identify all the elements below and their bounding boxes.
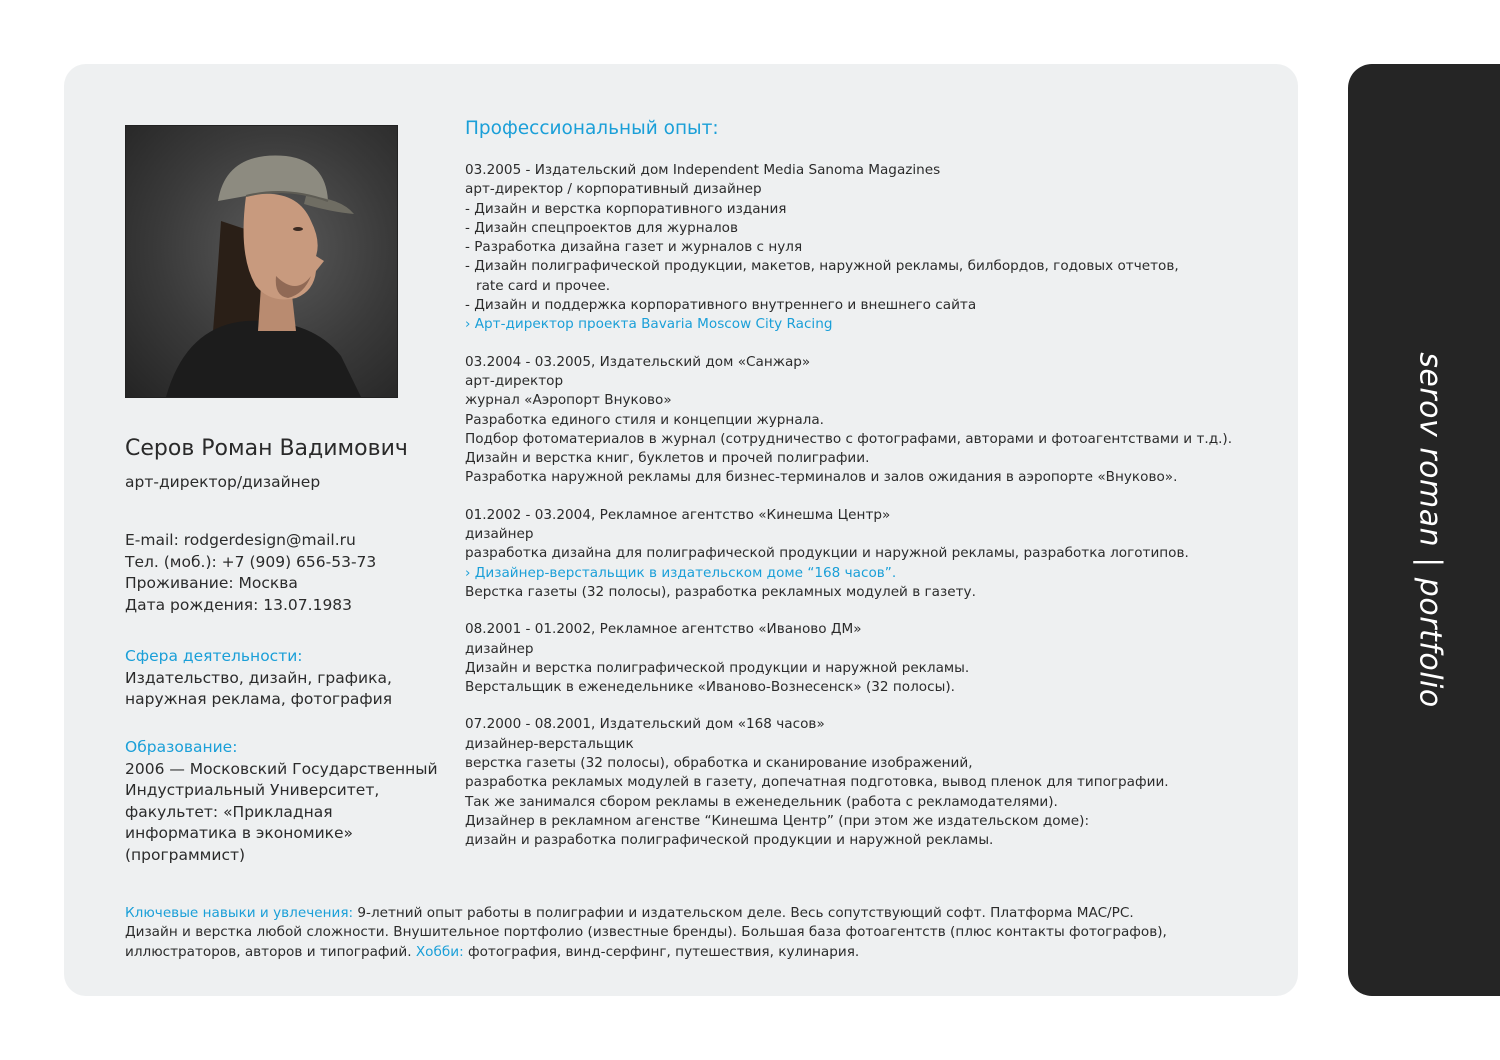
education-line: факультет: «Прикладная — [125, 802, 333, 821]
sidebar-label: serov roman | portfolio — [1412, 352, 1448, 708]
job-line: - Дизайн и поддержка корпоративного внутреннего и внешнего сайта — [465, 297, 977, 314]
job-line: журнал «Аэропорт Внуково» — [465, 392, 672, 409]
job-line: 08.2001 - 01.2002, Рекламное агентство «Иваново ДМ» — [465, 621, 862, 638]
skills-text: 9-летний опыт работы в полиграфии и издательском деле. Весь сопутствующий софт. Платформа MAC/PC. — [353, 905, 1134, 921]
job-line: Дизайн и верстка книг, буклетов и прочей полиграфии. — [465, 450, 870, 467]
skills-section — [125, 904, 1205, 962]
job-line: дизайн и разработка полиграфической продукции и наружной рекламы. — [465, 832, 994, 849]
job-line: - Дизайн спецпроектов для журналов — [465, 219, 738, 236]
skills-heading: Ключевые навыки и увлечения: — [125, 905, 354, 921]
job-entry — [465, 353, 1265, 488]
job-line: Так же занимался сбором рекламы в еженедельник (работа с рекламодателями). — [465, 793, 1058, 810]
job-entry — [465, 506, 1265, 602]
job-line: 03.2004 - 03.2005, Издательский дом «Санжар» — [465, 353, 811, 370]
job-line: rate card и прочее. — [476, 277, 611, 294]
job-line: разработка рекламых модулей в газету, допечатная подготовка, вывод пленок для типографии. — [465, 774, 1169, 791]
activity-line: наружная реклама, фотография — [125, 690, 393, 708]
project-link[interactable]: › Арт-директор проекта Bavaria Moscow City Racing — [465, 316, 833, 333]
education-section — [125, 737, 438, 866]
job-line: дизайнер — [465, 640, 534, 657]
job-line: Разработка наружной рекламы для бизнес-терминалов и залов ожидания в аэропорте «Внуково». — [465, 469, 1178, 486]
job-line: - Дизайн и верстка корпоративного издания — [465, 200, 787, 217]
hobby-text: фотография, винд-серфинг, путешествия, кулинария. — [463, 943, 860, 960]
person-name: Серов Роман Вадимович — [125, 436, 408, 461]
education-line: Индустриальный Университет, — [125, 781, 380, 799]
contact-birthdate: Дата рождения: 13.07.1983 — [125, 595, 353, 614]
contact-info — [125, 530, 376, 616]
profile-photo — [125, 125, 398, 398]
job-line: 01.2002 - 03.2004, Рекламное агентство «Кинешма Центр» — [465, 506, 891, 523]
job-line: Дизайн и верстка полиграфической продукции и наружной рекламы. — [465, 659, 970, 676]
project-link[interactable]: › Дизайнер-верстальщик в издательском доме “168 часов”. — [465, 564, 897, 581]
job-entry — [465, 715, 1265, 850]
skills-line-2: Дизайн и верстка любой сложности. Внушительное портфолио (известные бренды). Большая база фотоагентств (плюс контакты фотографов), — [125, 924, 1167, 941]
job-line: Дизайнер в рекламном агенстве “Кинешма Центр” (при этом же издательском доме): — [465, 812, 1090, 829]
contact-email: E-mail: rodgerdesign@mail.ru — [125, 531, 356, 549]
activity-heading: Сфера деятельности: — [125, 647, 303, 665]
activity-line: Издательство, дизайн, графика, — [125, 668, 392, 687]
hobby-heading: Хобби: — [415, 943, 464, 960]
job-line: арт-директор / корпоративный дизайнер — [465, 181, 762, 198]
skills-text: иллюстраторов, авторов и типографий. — [125, 943, 416, 960]
job-entry — [465, 161, 1265, 335]
education-line: информатика в экономике» — [125, 824, 354, 842]
skills-line-3 — [125, 943, 1205, 962]
job-line: 03.2005 - Издательский дом Independent Media Sanoma Magazines — [465, 162, 941, 178]
job-line: 07.2000 - 08.2001, Издательский дом «168 часов» — [465, 716, 825, 733]
person-title: арт-директор/дизайнер — [125, 473, 321, 491]
activity-section — [125, 646, 392, 711]
contact-residence: Проживание: Москва — [125, 574, 298, 592]
job-line: Разработка единого стиля и концепции журнала. — [465, 411, 824, 428]
job-line: дизайнер — [465, 526, 534, 543]
job-entry — [465, 620, 1265, 697]
education-heading: Образование: — [125, 738, 238, 756]
job-line: Верстка газеты (32 полосы), разработка рекламных модулей в газету. — [465, 583, 976, 600]
contact-phone: Тел. (моб.): +7 (909) 656-53-73 — [125, 552, 377, 571]
job-line: - Разработка дизайна газет и журналов с нуля — [465, 239, 803, 256]
experience-heading: Профессиональный опыт: — [465, 118, 719, 139]
job-line: Верстальщик в еженедельнике «Иваново-Вознесенск» (32 полосы). — [465, 679, 955, 696]
skills-line-1 — [125, 904, 1205, 923]
education-line: 2006 — Московский Государственный — [125, 759, 438, 778]
job-line: арт-директор — [465, 372, 564, 389]
education-line: (программист) — [125, 845, 246, 864]
job-line: разработка дизайна для полиграфической продукции и наружной рекламы, разработка логотипов. — [465, 545, 1189, 562]
job-line: дизайнер-верстальщик — [465, 735, 634, 752]
job-line: Подбор фотоматериалов в журнал (сотрудничество с фотографами, авторами и фотоагентствами и т.д.). — [465, 430, 1233, 447]
portrait-illustration — [126, 126, 397, 397]
job-line: - Дизайн полиграфической продукции, макетов, наружной рекламы, билбордов, годовых отчетов, — [465, 258, 1179, 275]
job-line: верстка газеты (32 полосы), обработка и сканирование изображений, — [465, 755, 973, 772]
experience-section — [465, 118, 1265, 869]
